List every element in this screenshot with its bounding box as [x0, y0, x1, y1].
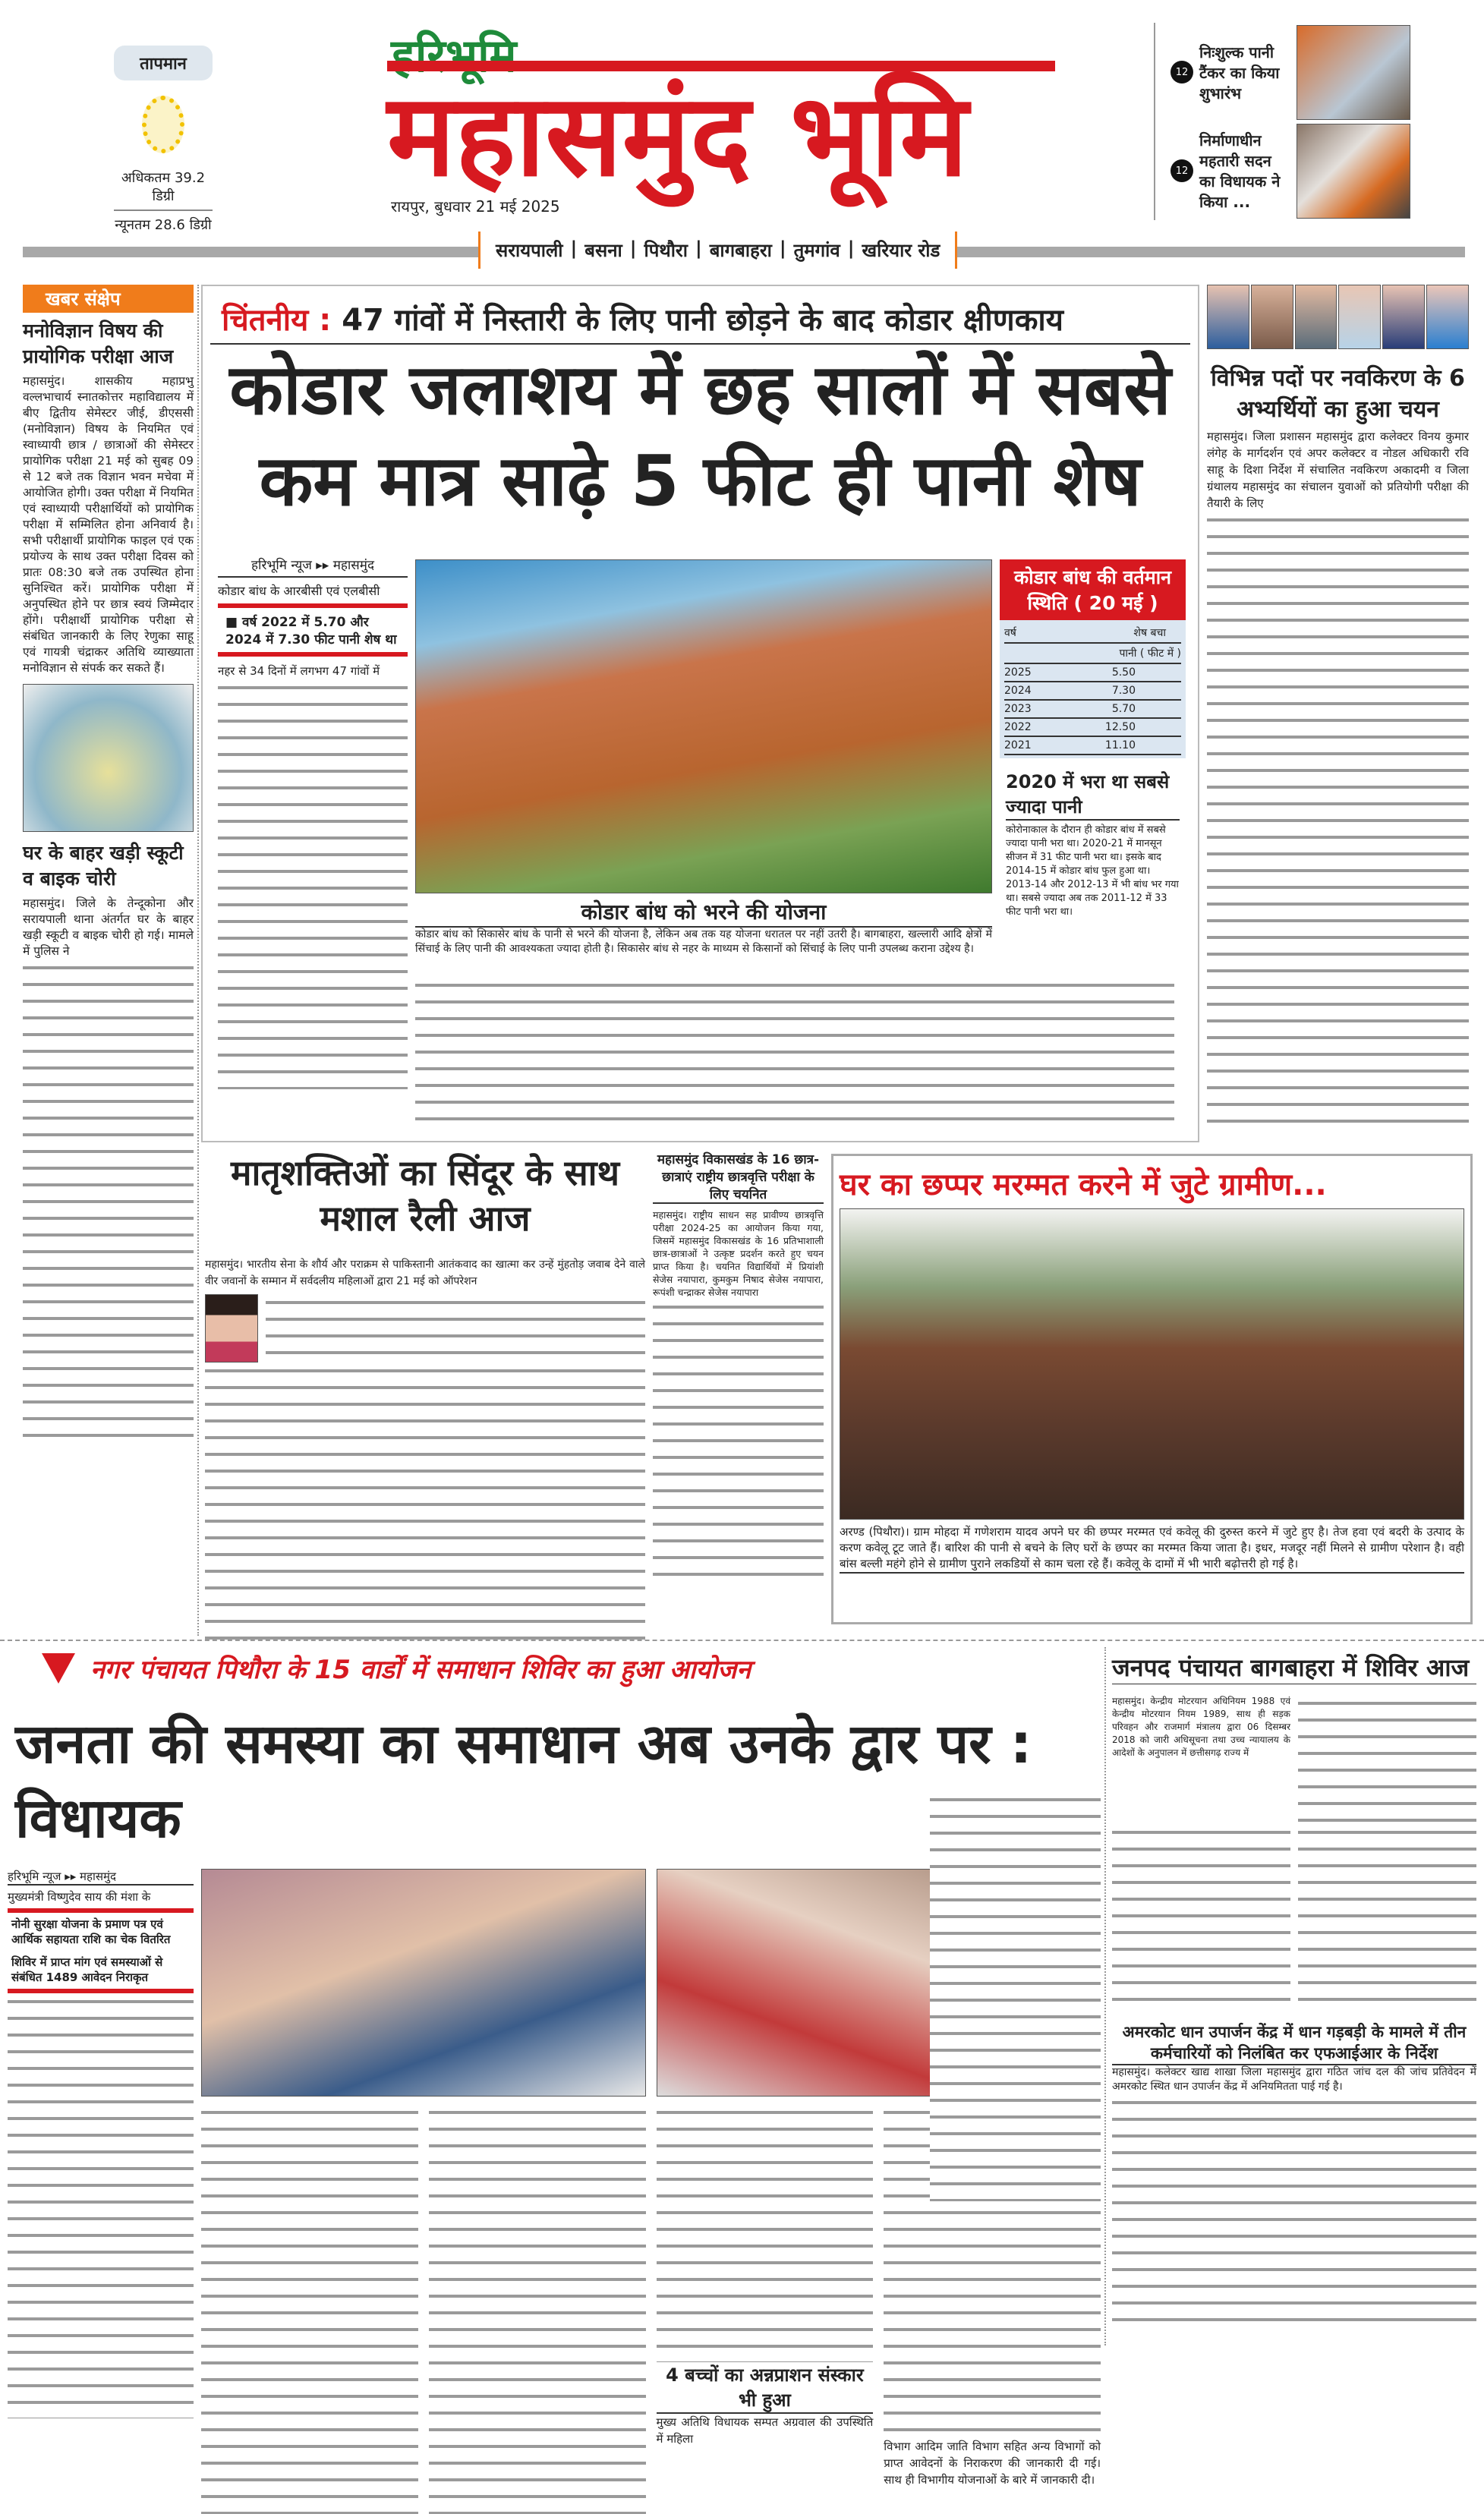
cartoon-image — [23, 684, 194, 832]
janpad-text — [1298, 1695, 1476, 1824]
camp-text — [429, 2104, 646, 2514]
year-cell: 2024 — [1004, 685, 1032, 697]
byline: हरिभूमि न्यूज — [251, 558, 312, 573]
camp-bullet: शिविर में प्राप्त मांग एवं समस्याओं से संबंधित 1489 आवेदन निराकृत — [11, 1955, 163, 1984]
locality-link[interactable]: बागबाहरा — [709, 240, 772, 261]
brief-headline: घर के बाहर खड़ी स्कूटी व बाइक चोरी — [23, 842, 184, 890]
page-badge: 12 — [1171, 61, 1193, 83]
kicker: चिंतनीय : — [222, 303, 332, 338]
camp-photo — [201, 1869, 646, 2097]
status-table — [1000, 559, 1186, 919]
brief-headline: मनोविज्ञान विषय की प्रायोगिक परीक्षा आज — [23, 320, 174, 367]
chevron-down-icon — [42, 1653, 75, 1684]
level-cell: 11.10 — [1104, 739, 1136, 751]
rally-body: महासमुंद। भारतीय सेना के शौर्य और पराक्रम से पाकिस्तानी आतंकवाद का खात्मा कर उन्हें मुंहतोड़ जवाब देने वाले वीर जवानों के सम्मान में सर्वदलीय महिलाओं द्वारा 21 मई को ऑपरेशन — [205, 1259, 645, 1287]
navkiran-body: महासमुंद। जिला प्रशासन महासमुंद द्वारा कलेक्टर विनय कुमार लंगेह के मार्गदर्शन एवं अपर कलेक्टर व नोडल अधिकारी रवि साहू के दिशा निर्देश में संचालित नवकिरण अकादमी व जिला ग्रंथालय महासमुंद का संचालन युवाओं को प्रतियोगी परीक्षा की तैयारी के लिए — [1207, 430, 1469, 510]
strap: 47 गांवों में निस्तारी के लिए पानी छोड़ने के बाद कोडार क्षीणकाय — [342, 303, 1063, 338]
year-cell: 2025 — [1004, 666, 1032, 679]
section-divider — [0, 1640, 1484, 1641]
janpad-story — [1112, 1651, 1476, 2322]
teaser-text[interactable]: निर्माणाधीन महतारी सदन का विधायक ने किया ... — [1199, 131, 1281, 211]
brand-logo: हरिभूमि — [391, 30, 517, 83]
column-divider — [197, 285, 199, 1636]
byline: हरिभूमि न्यूज — [8, 1870, 61, 1883]
teaser-photo — [1297, 124, 1410, 219]
camp-endbody: विभाग आदिम जाति विभाग सहित अन्य विभागों को प्राप्त आवेदनों के निराकरण की जानकारी दी गई। साथ ही विभागीय योजनाओं के बारे में जानकारी दी। — [884, 2440, 1101, 2487]
rally-text — [205, 1363, 645, 1651]
amarkot-headline: अमरकोट धान उपार्जन केंद्र में धान गड़बड़ी के मामले में तीन कर्मचारियों को निलंबित कर एफआईआर के निर्देश — [1112, 2021, 1476, 2065]
level-cell: 5.50 — [1111, 666, 1136, 679]
camp-text — [8, 1993, 194, 2418]
scholarship-body: महासमुंद। राष्ट्रीय साधन सह प्रावीण्य छात्रवृत्ति परीक्षा 2024-25 का आयोजन किया गया, जिसमें महासमुंद विकासखंड के 16 प्रतिभाशाली छात्र-छात्राओं ने उत्कृष्ट प्रदर्शन करते हुए चयन प्राप्त किया है। चयनित विद्यार्थियों में प्रियांशी सेजेस नयापारा, कुमकुम निषाद सेजेस नयापारा, रूपंशी चन्द्राकर सेजेस नयापारा — [653, 1209, 824, 1298]
side-headline: 2020 में भरा था सबसे ज्यादा पानी — [1006, 769, 1180, 821]
camp-headline: जनता की समस्या का समाधान अब उनके द्वार पर : विधायक — [15, 1712, 1032, 1850]
table-row — [1004, 737, 1181, 755]
locality-link[interactable]: पिथौरा — [644, 240, 688, 261]
lead-sub: कोडार बांध के आरबीसी एवं एलबीसी — [218, 584, 380, 598]
brief-body: महासमुंद। जिले के तेन्दूकोना और सरायपाली थाना अंतर्गत घर के बाहर खड़ी स्कूटी व बाइक चोरी हो गई। मामले में पुलिस ने — [23, 896, 194, 958]
teaser-photo — [1297, 25, 1410, 120]
camp-subbody: मुख्य अतिथि विधायक सम्पत अग्रवाल की उपस्थिति में महिला — [656, 2415, 874, 2446]
locality-link[interactable]: खरियार रोड — [862, 240, 940, 261]
lead-headline: कोडार जलाशय में छह सालों में सबसे कम मात्र साढ़े 5 फीट ही पानी शेष — [229, 349, 1171, 521]
table-row — [1004, 701, 1181, 719]
camp-text — [657, 2104, 874, 2362]
camp-text-column — [930, 1791, 1101, 2201]
byline-place: महासमुंद — [80, 1870, 116, 1883]
scholarship-headline: महासमुंद विकासखंड के 16 छात्र-छात्राएं राष्ट्रीय छात्रवृत्ति परीक्षा के लिए चयनित — [653, 1150, 824, 1204]
col-header: पानी ( फीट में ) — [1004, 644, 1181, 664]
caption-head: कोडार बांध को भरने की योजना — [415, 897, 992, 928]
roof-caption: अरण्ड (पिथौरा)। ग्राम मोहदा में गणेशराम यादव अपने घर की छप्पर मरम्मत एवं कवेलू की दुरुस्त करने में जुटे हुए है। तेज हवा एवं बदरी के उत्पाद के करण कवेलू टूट जाते हैं। बारिश की पानी से बचने के लिए घरों के छप्पर का मरम्मत किया जाता है। इधर, मजदूर नहीं मिलने से ग्रामीण परेशान है। वही बांस बल्ली महंगे होने से ग्रामीण पुराने लकडियों से काम चला रहे हैं। कवेलू के दामों में भी भारी बढ़ोत्तरी हो गई है। — [840, 1524, 1464, 1574]
roof-photo — [840, 1208, 1464, 1520]
rally-text — [266, 1294, 645, 1363]
brief-body: महासमुंद। शासकीय महाप्रभु वल्लभाचार्य स्नातकोत्तर महाविद्यालय में बीए द्वितीय सेमेस्टर जीई, डीएससी (मनोविज्ञान) विषय के नियमित एवं स्वाध्यायी छात्र / छात्राओं की सेमेस्टर प्रायोगिक परीक्षा 21 मई को सुबह 09 से 12 बजे तक विज्ञान भवन मचेवा में आयोजित होगी। उक्त परीक्षा में नियमित एवं स्वाध्यायी परीक्षार्थियों को प्रायोगिक परीक्षा में सम्मिलित होना अनिवार्य है। सभी परीक्षार्थी प्रायोगिक फाइल एवं एक प्रयोज्य के साथ उक्त परीक्षा दिवस को प्रातः 08:30 बजे तक उपस्थित होना सुनिश्चित करें। प्रायोगिक परीक्षा में अनुपस्थित होने पर छात्र स्वयं जिम्मेदार होंगे। परीक्षार्थी प्रायोगिक परीक्षा से संबंधित जानकारी के लिए रेणुका साहू एवं गायत्री चंद्राकर अतिथि व्याख्याता मनोविज्ञान से संपर्क कर सकते हैं। — [23, 374, 194, 675]
locality-nav: सरायपाली | बसना | पिथौरा | बागबाहरा | तुमगांव | खरियार रोड — [478, 232, 957, 269]
camp-story: नगर पंचायत पिथौरा के 15 वार्डों में समाधान शिविर का हुआ आयोजन जनता की समस्या का समाधान अब उनके द्वार पर : विधायक हरिभूमि न्यूज ▸▸ महासमुंद मुख्यमंत्री विष्णुदेव साय की मंशा के नोनी सुरक्षा योजना के प्रमाण पत्र एवं आर्थिक सहायता राशि का चेक वितरित शिविर में प्राप्त मांग एवं समस्याओं से संबंधित 1489 आवेदन निराकृत 4 बच्चों का अन्नप्राशन संस्कार भी हुआ मुख्य अतिथि विधायक सम्पत अग्रवाल की उपस्थिति में महिला विभाग आदिम जाति विभाग सहित अन्य विभागों को प्राप्त आवेदनों के निराकरण की जानकारी दी गई। साथ ही विभागीय योजनाओं के बारे में जानकारी दी। — [8, 1651, 1101, 2514]
page-badge: 12 — [1171, 159, 1193, 182]
dateline: रायपुर, बुधवार 21 मई 2025 — [391, 197, 560, 216]
byline-place: महासमुंद — [332, 558, 374, 573]
candidate-photos — [1207, 285, 1469, 349]
brief-tag: खबर संक्षेप — [23, 285, 194, 313]
level-cell: 5.70 — [1111, 703, 1136, 715]
roof-headline: घर का छप्पर मरम्मत करने में जुटे ग्रामीण... — [840, 1167, 1327, 1202]
locality-link[interactable]: बसना — [584, 240, 622, 261]
level-cell: 12.50 — [1104, 721, 1136, 733]
table-row — [1004, 682, 1181, 701]
lead-story: चिंतनीय : 47 गांवों में निस्तारी के लिए पानी छोड़ने के बाद कोडार क्षीणकाय कोडार जलाशय में छह सालों में सबसे कम मात्र साढ़े 5 फीट ही पानी शेष हरिभूमि न्यूज ▸▸ महासमुंद कोडार बांध के आरबीसी एवं एलबीसी ■ वर्ष 2022 में 5.70 और 2024 में 7.30 फीट पानी शेष था नहर से 34 दिनों में लगभग 47 गांवों में कोडार बांध को भरने की योजना कोडार बांध को सिकासेर बांध के पानी से भरने की योजना है, लेकिन अब तक यह योजना धरातल पर नहीं उतरी है। बागबाहरा, खल्लारी आदि क्षेत्रों में सिंचाई के लिए पानी की आवश्यकता ज्यादा होती है। सिकासेर बांध से नहर के माध्यम से किसानों को सिंचाई के लिए पानी उपलब्ध कराना उद्देश्य है। कोडार बांध की वर्तमान स्थिति ( 20 मई ) वर्ष शेष बचा पानी ( फीट में ) 2025 5.50 2024 7.30 2023 5.70 2022 12.50 2021 11.10 2020 में भरा था सबसे ज्यादा पानी कोरोनाकाल के दौरान ही कोडार बांध में सबसे ज्यादा पानी भरा था। 2020-21 में मानसून सीजन में 31 फीट पानी भरा था। इसके बाद 2014-15 में कोडार बांध फुल हुआ था। 2013-14 और 2012-13 में भी बांध भर गया था। सबसे ज्यादा अब तक 2011-12 में 33 फीट पानी भरा था। — [201, 285, 1199, 1142]
lead-text — [218, 679, 408, 1089]
teaser-text[interactable]: निःशुल्क पानी टैंकर का किया शुभारंभ — [1199, 43, 1280, 102]
side-body: कोरोनाकाल के दौरान ही कोडार बांध में सबसे ज्यादा पानी भरा था। 2020-21 में मानसून सीजन में 31 फीट पानी भरा था। इसके बाद 2014-15 में कोडार बांध फुल हुआ था। 2013-14 और 2012-13 में भी बांध भर गया था। सबसे ज्यादा अब तक 2011-12 में 33 फीट पानी भरा था। — [1006, 824, 1179, 918]
camp-text — [201, 2104, 418, 2514]
brief-text-continued — [23, 959, 194, 1445]
lead-bullet: ■ वर्ष 2022 में 5.70 और 2024 में 7.30 फीट पानी शेष था — [225, 615, 397, 647]
min-temp: न्यूनतम 28.6 डिग्री — [115, 217, 212, 233]
lead-text-row — [415, 977, 1174, 1129]
amarkot-body: महासमुंद। कलेक्टर खाद्य शाखा जिला महासमुंद द्वारा गठित जांच दल की जांच प्रतिवेदन में अमरकोट स्थित धान उपार्जन केंद्र में अनियमितता पाई गई है। — [1112, 2066, 1476, 2093]
navkiran-story — [1207, 285, 1469, 1134]
locality-link[interactable]: सरायपाली — [496, 240, 563, 261]
camp-subhead: 4 बच्चों का अन्नप्राशन संस्कार भी हुआ — [657, 2362, 874, 2414]
teaser-box — [1154, 23, 1473, 220]
year-cell: 2023 — [1004, 703, 1032, 715]
dam-photo — [415, 559, 992, 893]
table-title: कोडार बांध की वर्तमान स्थिति ( 20 मई ) — [1000, 559, 1186, 620]
janpad-headline: जनपद पंचायत बागबाहरा में शिविर आज — [1112, 1651, 1476, 1684]
amarkot-text — [1112, 2094, 1476, 2322]
navkiran-headline: विभिन्न पदों पर नवकिरण के 6 अभ्यर्थियों का हुआ चयन — [1211, 365, 1465, 423]
sun-icon — [142, 96, 184, 153]
weather-label: तापमान — [114, 46, 213, 80]
portrait-photo — [205, 1294, 258, 1363]
camp-sub: मुख्यमंत्री विष्णुदेव साय की मंशा के — [8, 1890, 151, 1904]
max-temp: अधिकतम 39.2 डिग्री — [114, 169, 213, 211]
rally-headline: मातृशक्तिओं का सिंदूर के साथ मशाल रैली आज — [230, 1152, 619, 1239]
year-cell: 2021 — [1004, 739, 1032, 751]
year-cell: 2022 — [1004, 721, 1032, 733]
janpad-body: महासमुंद। केन्द्रीय मोटरयान अधिनियम 1988 एवं केन्द्रीय मोटरयान नियम 1989, साथ ही सड़क परिवहन और राजमार्ग मंत्रालय द्वारा 06 दिसम्बर 2018 को जारी अधिसूचना तथा उच्च न्यायालय के आदेशों के अनुपालन में छत्तीसगढ़ राज्य में — [1112, 1696, 1290, 1758]
paper-title: महासमुंद भूमि — [387, 61, 1055, 200]
scholarship-story — [653, 1150, 824, 1587]
photo-caption: कोडार बांध को सिकासेर बांध के पानी से भरने की योजना है, लेकिन अब तक यह योजना धरातल पर नहीं उतरी है। बागबाहरा, खल्लारी आदि क्षेत्रों में सिंचाई के लिए पानी की आवश्यकता ज्यादा होती है। सिकासेर बांध से नहर के माध्यम से किसानों को सिंचाई के लिए पानी उपलब्ध कराना उद्देश्य है। — [415, 928, 992, 955]
weather-box — [114, 46, 213, 234]
camp-bullet: नोनी सुरक्षा योजना के प्रमाण पत्र एवं आर्थिक सहायता राशि का चेक वितरित — [11, 1917, 171, 1946]
brief-column — [23, 285, 194, 1445]
column-divider — [1104, 1647, 1106, 2345]
col-header: वर्ष — [1004, 627, 1016, 639]
col-header: शेष बचा — [1133, 627, 1166, 639]
rally-story — [205, 1150, 645, 1651]
scholarship-text — [653, 1299, 824, 1587]
table-row — [1004, 664, 1181, 682]
table-row — [1004, 719, 1181, 737]
level-cell: 7.30 — [1111, 685, 1136, 697]
locality-link[interactable]: तुमगांव — [793, 240, 840, 261]
camp-strap: नगर पंचायत पिथौरा के 15 वार्डों में समाधान शिविर का हुआ आयोजन — [90, 1655, 751, 1685]
navkiran-text — [1207, 512, 1469, 1134]
roof-photo-feature — [831, 1154, 1473, 1624]
lead-body: नहर से 34 दिनों में लगभग 47 गांवों में — [218, 664, 380, 678]
